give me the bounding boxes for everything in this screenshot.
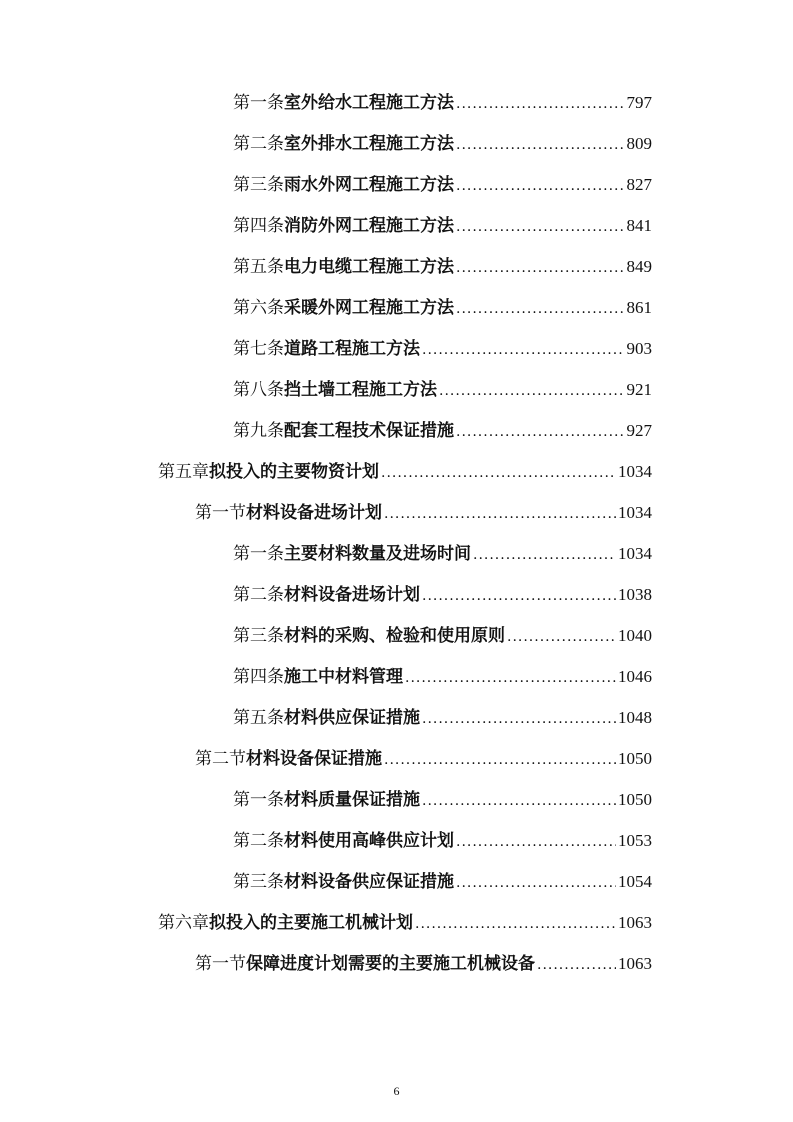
toc-entry-page: 861: [626, 298, 652, 317]
toc-entry-title: 主要材料数量及进场时间: [284, 544, 471, 564]
toc-entry-title: 室外排水工程施工方法: [284, 134, 454, 154]
toc-entry[interactable]: [233, 252, 652, 282]
toc-entry-prefix: 第一节: [195, 954, 246, 974]
toc-entry-title: 材料设备进场计划: [284, 585, 420, 605]
toc-entry-prefix: 第三条: [233, 175, 284, 195]
dot-leader: [456, 417, 625, 446]
toc-entry-prefix: 第二条: [233, 134, 284, 154]
toc-entry[interactable]: [233, 416, 652, 446]
toc-entry[interactable]: [233, 129, 652, 159]
toc-entry-prefix: 第二节: [195, 749, 246, 769]
toc-entry-page: 827: [626, 175, 652, 194]
toc-entry-prefix: 第七条: [233, 339, 284, 359]
toc-entry-prefix: 第四条: [233, 216, 284, 236]
toc-entry-title: 拟投入的主要物资计划: [209, 462, 379, 482]
toc-entry-page: 1063: [618, 954, 652, 973]
dot-leader: [456, 130, 625, 159]
dot-leader: [405, 663, 616, 692]
toc-entry-title: 室外给水工程施工方法: [284, 93, 454, 113]
toc-entry-title: 材料设备保证措施: [246, 749, 382, 769]
toc-entry-title: 电力电缆工程施工方法: [284, 257, 454, 277]
toc-entry-page: 1050: [618, 790, 652, 809]
toc-entry-title: 材料供应保证措施: [284, 708, 420, 728]
toc-entry-prefix: 第五章: [158, 462, 209, 482]
toc-entry-title: 拟投入的主要施工机械计划: [209, 913, 413, 933]
dot-leader: [422, 704, 616, 733]
toc-entry-page: 1054: [618, 872, 652, 891]
toc-entry-title: 采暖外网工程施工方法: [284, 298, 454, 318]
toc-entry-prefix: 第八条: [233, 380, 284, 400]
dot-leader: [384, 499, 616, 528]
toc-entry-page: 1034: [618, 544, 652, 563]
toc-entry[interactable]: [233, 88, 652, 118]
toc-entry-page: 921: [626, 380, 652, 399]
toc-entry-prefix: 第二条: [233, 831, 284, 851]
dot-leader: [456, 89, 625, 118]
toc-entry[interactable]: [233, 703, 652, 733]
dot-leader: [415, 909, 616, 938]
toc-entry-page: 1048: [618, 708, 652, 727]
toc-entry-page: 841: [626, 216, 652, 235]
toc-entry-prefix: 第六条: [233, 298, 284, 318]
toc-entry-title: 挡土墙工程施工方法: [284, 380, 437, 400]
toc-entry-title: 材料设备进场计划: [246, 503, 382, 523]
toc-entry-page: 797: [626, 93, 652, 112]
toc-entry[interactable]: [233, 170, 652, 200]
toc-entry-prefix: 第六章: [158, 913, 209, 933]
toc-section-entry[interactable]: [195, 949, 652, 979]
toc-entry-title: 配套工程技术保证措施: [284, 421, 454, 441]
toc-entry-prefix: 第九条: [233, 421, 284, 441]
toc-entry-prefix: 第一条: [233, 544, 284, 564]
toc-entry[interactable]: [233, 211, 652, 241]
toc-entry[interactable]: [233, 539, 652, 569]
toc-entry-page: 1040: [618, 626, 652, 645]
toc-entry-page: 1034: [618, 462, 652, 481]
dot-leader: [456, 212, 625, 241]
toc-entry-page: 809: [626, 134, 652, 153]
dot-leader: [422, 786, 616, 815]
toc-entry-title: 保障进度计划需要的主要施工机械设备: [246, 954, 535, 974]
toc-entry-prefix: 第五条: [233, 257, 284, 277]
toc-entry-prefix: 第五条: [233, 708, 284, 728]
toc-entry-title: 施工中材料管理: [284, 667, 403, 687]
toc-entry-prefix: 第四条: [233, 667, 284, 687]
toc-entry-title: 道路工程施工方法: [284, 339, 420, 359]
toc-entry-page: 1046: [618, 667, 652, 686]
toc-entry-page: 1063: [618, 913, 652, 932]
toc-section-entry[interactable]: [195, 744, 652, 774]
toc-entry[interactable]: [233, 785, 652, 815]
toc-entry-page: 1038: [618, 585, 652, 604]
dot-leader: [384, 745, 616, 774]
toc-entry[interactable]: [233, 580, 652, 610]
dot-leader: [537, 950, 616, 979]
dot-leader: [456, 171, 625, 200]
toc-entry[interactable]: [233, 867, 652, 897]
dot-leader: [439, 376, 625, 405]
dot-leader: [456, 827, 616, 856]
toc-entry-page: 927: [626, 421, 652, 440]
dot-leader: [381, 458, 616, 487]
toc-entry[interactable]: [233, 826, 652, 856]
toc-entry-title: 材料的采购、检验和使用原则: [284, 626, 505, 646]
toc-chapter-entry[interactable]: [158, 908, 652, 938]
toc-entry-prefix: 第一条: [233, 93, 284, 113]
toc-entry-prefix: 第三条: [233, 626, 284, 646]
dot-leader: [507, 622, 616, 651]
toc-entry-prefix: 第三条: [233, 872, 284, 892]
toc-entry-title: 消防外网工程施工方法: [284, 216, 454, 236]
toc-entry[interactable]: [233, 662, 652, 692]
toc-entry[interactable]: [233, 334, 652, 364]
dot-leader: [422, 581, 616, 610]
toc-section-entry[interactable]: [195, 498, 652, 528]
toc-entry-title: 材料使用高峰供应计划: [284, 831, 454, 851]
dot-leader: [473, 540, 616, 569]
toc-entry-prefix: 第一节: [195, 503, 246, 523]
toc-entry-page: 849: [626, 257, 652, 276]
page-number: 6: [393, 1084, 400, 1098]
dot-leader: [422, 335, 625, 364]
toc-entry-page: 1034: [618, 503, 652, 522]
toc-entry[interactable]: [233, 621, 652, 651]
dot-leader: [456, 253, 625, 282]
toc-entry-prefix: 第二条: [233, 585, 284, 605]
dot-leader: [456, 868, 616, 897]
toc-entry-page: 903: [626, 339, 652, 358]
toc-entry-title: 雨水外网工程施工方法: [284, 175, 454, 195]
toc-entry-title: 材料质量保证措施: [284, 790, 420, 810]
toc-entry-page: 1050: [618, 749, 652, 768]
toc-entry[interactable]: [233, 293, 652, 323]
toc-entry-prefix: 第一条: [233, 790, 284, 810]
toc-chapter-entry[interactable]: [158, 457, 652, 487]
toc-entry-page: 1053: [618, 831, 652, 850]
dot-leader: [456, 294, 625, 323]
toc-entry-title: 材料设备供应保证措施: [284, 872, 454, 892]
toc-entry[interactable]: [233, 375, 652, 405]
